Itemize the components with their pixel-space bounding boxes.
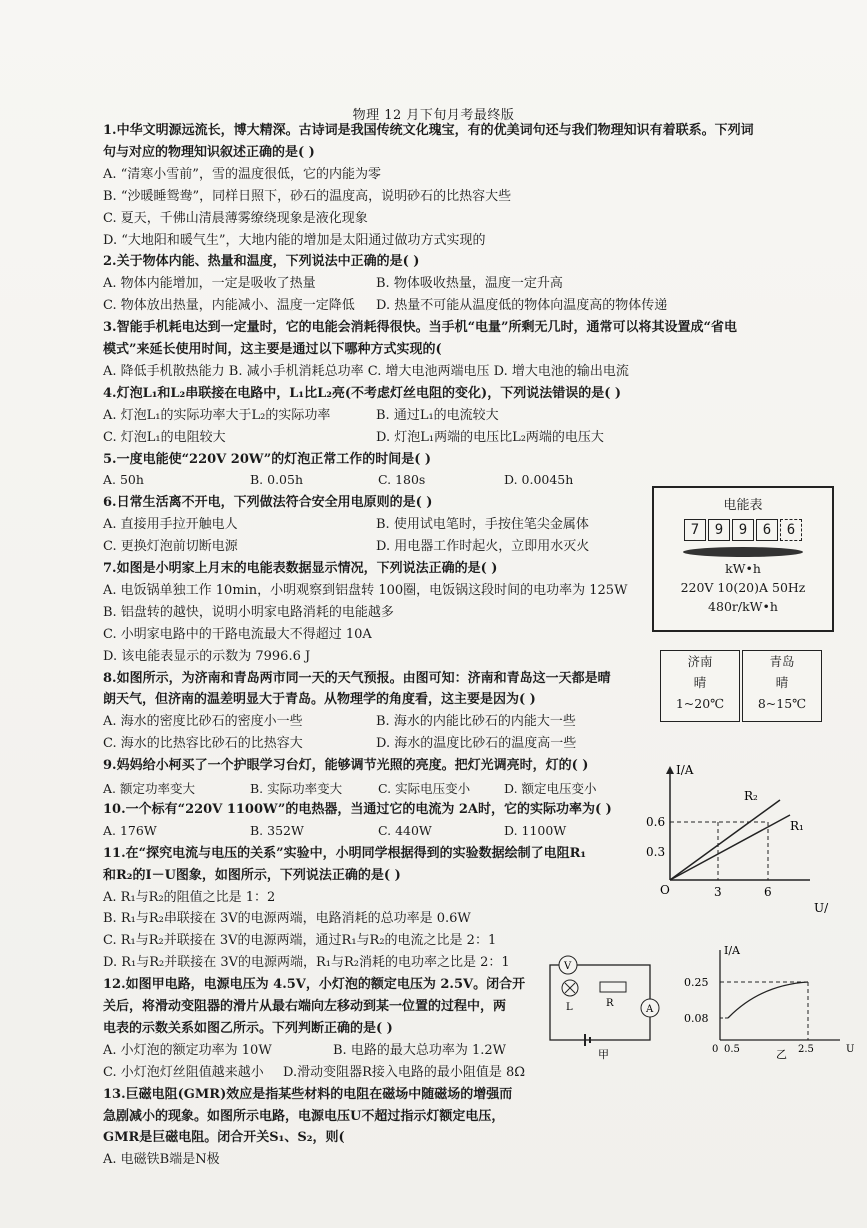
meter-digits (654, 519, 832, 541)
option-text: D. “大地阳和暖气生”，大地内能的增加是太阳通过做功方式实现的 (103, 232, 486, 248)
option-text: D. 额定电压变小 (504, 781, 597, 796)
option-text: D. 热量不可能从温度低的物体向温度高的物体传递 (376, 298, 668, 314)
energy-meter (652, 486, 834, 632)
lamp-label: L (566, 1002, 573, 1013)
rheostat-label: R (606, 998, 614, 1009)
option-text: B. 海水的内能比砂石的内能大一些 (376, 714, 576, 730)
meter-title: 电能表 (723, 498, 763, 513)
option-text: A. “清寒小雪前”，雪的温度很低，它的内能为零 (103, 166, 381, 182)
option-text: A. 灯泡L₁的实际功率大于L₂的实际功率 (103, 407, 331, 423)
option-text: C. 180s (378, 472, 426, 488)
option-text: A. 物体内能增加，一定是吸收了热量 (103, 276, 316, 292)
iu-origin: O (660, 883, 670, 897)
option-text: D. 0.0045h (504, 472, 574, 488)
meter-digit: 9 (732, 519, 754, 541)
option-text: B. 电路的最大总功率为 1.2W (333, 1042, 506, 1058)
option-text: A. 小灯泡的额定功率为 10W (103, 1042, 272, 1058)
option-text: B. “沙暖睡鸳鸯”，同样日照下，砂石的温度高，说明砂石的比热容大些 (103, 188, 512, 204)
question-stem: 2.关于物体内能、热量和温度，下列说法中正确的是( ) (103, 254, 420, 270)
option-text: D.滑动变阻器R接入电路的最小阻值是 8Ω (283, 1064, 526, 1080)
question-stem: 10.一个标有“220V 1100W”的电热器，当通过它的电流为 2A时，它的实际功率为( ) (103, 801, 612, 817)
iu-xtick: 6 (764, 885, 772, 899)
circuit-diagram (540, 950, 670, 1060)
option-text: A. 额定功率变大 (103, 781, 195, 796)
option-text: D. R₁与R₂并联接在 3V的电源两端，R₁与R₂消耗的电功率之比是 2：1 (103, 955, 510, 971)
g2-caption: 乙 (776, 1048, 787, 1060)
option-text: B. 铝盘转的越快，说明小明家电路消耗的电能越多 (103, 604, 394, 620)
option-text: A. 降低手机散热能力 B. 减小手机消耗总功率 C. 增大电池两端电压 D. 增大电池的输出电流 (103, 363, 629, 379)
question-stem: 3.智能手机耗电达到一定量时，它的电能会消耗得很快。当手机“电量”所剩无几时，通常可以将其设置成“省电 (103, 320, 738, 336)
option-text: C. 小灯泡灯丝阻值越来越小 (103, 1064, 264, 1080)
meter-rate: 480r/kW•h (708, 599, 778, 614)
question-stem: 句与对应的物理知识叙述正确的是( ) (103, 144, 315, 160)
iu-graph (640, 760, 840, 920)
question-stem: 急剧减小的现象。如图所示电路，电源电压U不超过指示灯额定电压， (103, 1108, 505, 1124)
weather-cond: 晴 (693, 675, 707, 690)
option-text: B. 通过L₁的电流较大 (376, 407, 499, 423)
question-stem: GMR是巨磁电阻。闭合开关S₁、S₂，则( (103, 1130, 345, 1146)
option-text: C. R₁与R₂并联接在 3V的电源两端，通过R₁与R₂的电流之比是 2：1 (103, 933, 497, 949)
question-stem: 1.中华文明源远流长，博大精深。古诗词是我国传统文化瑰宝，有的优美词句还与我们物理知识有着联系。下列词 (103, 123, 754, 138)
option-text: A. 176W (103, 822, 157, 838)
meter-digit-decimal: 6 (780, 519, 802, 541)
g2-xtick: 0.5 (724, 1044, 740, 1055)
g2-xtick: 2.5 (798, 1044, 814, 1055)
meter-spec: 220V 10(20)A 50Hz (680, 580, 806, 595)
g2-xlabel: U (846, 1044, 855, 1055)
iu-ytick: 0.6 (646, 815, 666, 829)
ammeter-label: A (646, 1004, 654, 1015)
option-text: B. R₁与R₂串联接在 3V的电源两端，电路消耗的总功率是 0.6W (103, 911, 471, 927)
question-stem: 6.日常生活离不开电，下列做法符合安全用电原则的是( ) (103, 495, 433, 511)
option-text: D. 灯泡L₁两端的电压比L₂两端的电压大 (376, 429, 604, 445)
option-text: C. 小明家电路中的干路电流最大不得超过 10A (103, 626, 372, 642)
meter-digit: 6 (756, 519, 778, 541)
question-stem: 8.如图所示，为济南和青岛两市同一天的天气预报。由图可知：济南和青岛这一天都是晴 (103, 670, 611, 686)
g2-xtick: 0 (712, 1044, 719, 1055)
iu-r1-label: R₁ (790, 819, 804, 833)
option-text: C. 更换灯泡前切断电源 (103, 539, 238, 555)
option-text: A. 电饭锅单独工作 10min，小明观察到铝盘转 100圈，电饭锅这段时间的电功率为 125W (103, 582, 628, 598)
weather-temp: 1~20℃ (675, 696, 725, 711)
iu-graph-2 (680, 940, 860, 1060)
option-text: B. 使用试电笔时，手按住笔尖金属体 (376, 517, 589, 533)
page-title: 物理 12 月下旬月考最终版 (352, 108, 515, 123)
option-text: C. 灯泡L₁的电阻较大 (103, 429, 226, 445)
option-text: D. 1100W (504, 822, 567, 838)
g2-ytick: 0.08 (684, 1012, 709, 1025)
option-text: B. 0.05h (250, 472, 304, 488)
question-stem: 关后，将滑动变阻器的滑片从最右端向左移动到某一位置的过程中，两 (103, 999, 507, 1014)
meter-unit: kW•h (725, 561, 761, 576)
option-text: A. 海水的密度比砂石的密度小一些 (103, 714, 303, 730)
g2-ylabel: I/A (724, 944, 740, 957)
question-stem: 电表的示数关系如图乙所示。下列判断正确的是( ) (103, 1020, 393, 1036)
weather-box-qingdao (742, 650, 822, 722)
iu-xlabel: U/ (814, 901, 829, 915)
circuit-caption: 甲 (598, 1048, 609, 1060)
option-text: B. 实际功率变大 (250, 781, 343, 796)
weather-city: 济南 (687, 654, 713, 669)
option-text: C. 物体放出热量，内能减小、温度一定降低 (103, 298, 355, 314)
option-text: A. 50h (103, 472, 144, 488)
question-stem: 11.在“探究电流与电压的关系”实验中，小明同学根据得到的实验数据绘制了电阻R₁ (103, 845, 587, 861)
option-text: D. 该电能表显示的示数为 7996.6 J (103, 648, 311, 664)
meter-digit: 7 (684, 519, 706, 541)
question-stem: 5.一度电能使“220V 20W”的灯泡正常工作的时间是( ) (103, 451, 432, 467)
iu-ylabel: I/A (676, 763, 694, 777)
option-text: A. 直接用手拉开触电人 (103, 517, 238, 533)
option-text: C. 夏天，千佛山清晨薄雾缭绕现象是液化现象 (103, 210, 368, 226)
weather-temp: 8~15℃ (757, 696, 807, 711)
question-stem: 和R₂的I－U图象，如图所示，下列说法正确的是( ) (103, 867, 401, 883)
option-text: A. R₁与R₂的阻值之比是 1：2 (103, 889, 276, 905)
question-stem: 7.如图是小明家上月末的电能表数据显示情况，下列说法正确的是( ) (103, 561, 498, 576)
question-stem: 13.巨磁电阻(GMR)效应是指某些材料的电阻在磁场中随磁场的增强而 (103, 1086, 513, 1102)
meter-disc (683, 547, 803, 557)
option-text: A. 电磁铁B端是N极 (103, 1152, 220, 1168)
question-stem: 9.妈妈给小柯买了一个护眼学习台灯，能够调节光照的亮度。把灯光调亮时，灯的( ) (103, 758, 589, 774)
question-stem: 12.如图甲电路，电源电压为 4.5V，小灯泡的额定电压为 2.5V。闭合开 (103, 977, 526, 993)
weather-cond: 晴 (775, 675, 789, 690)
weather-city: 青岛 (769, 654, 795, 669)
iu-ytick: 0.3 (646, 845, 666, 859)
option-text: C. 440W (378, 822, 432, 838)
option-text: B. 物体吸收热量，温度一定升高 (376, 276, 563, 292)
option-text: C. 海水的比热容比砂石的比热容大 (103, 736, 303, 752)
meter-digit: 9 (708, 519, 730, 541)
question-stem: 4.灯泡L₁和L₂串联接在电路中，L₁比L₂亮(不考虑灯丝电阻的变化)，下列说法错误的是( ) (103, 385, 622, 401)
g2-ytick: 0.25 (684, 976, 709, 989)
option-text: D. 用电器工作时起火，立即用水灭火 (376, 539, 590, 555)
voltmeter-label: V (564, 961, 572, 972)
iu-r2-label: R₂ (744, 789, 758, 803)
question-stem: 模式”来延长使用时间，这主要是通过以下哪种方式实现的( (103, 342, 442, 357)
option-text: D. 海水的温度比砂石的温度高一些 (376, 736, 577, 752)
iu-xtick: 3 (714, 885, 722, 899)
weather-box-jinan (660, 650, 740, 722)
question-stem: 朗天气，但济南的温差明显大于青岛。从物理学的角度看，这主要是因为( ) (103, 692, 536, 708)
option-text: C. 实际电压变小 (378, 781, 471, 796)
option-text: B. 352W (250, 822, 304, 838)
